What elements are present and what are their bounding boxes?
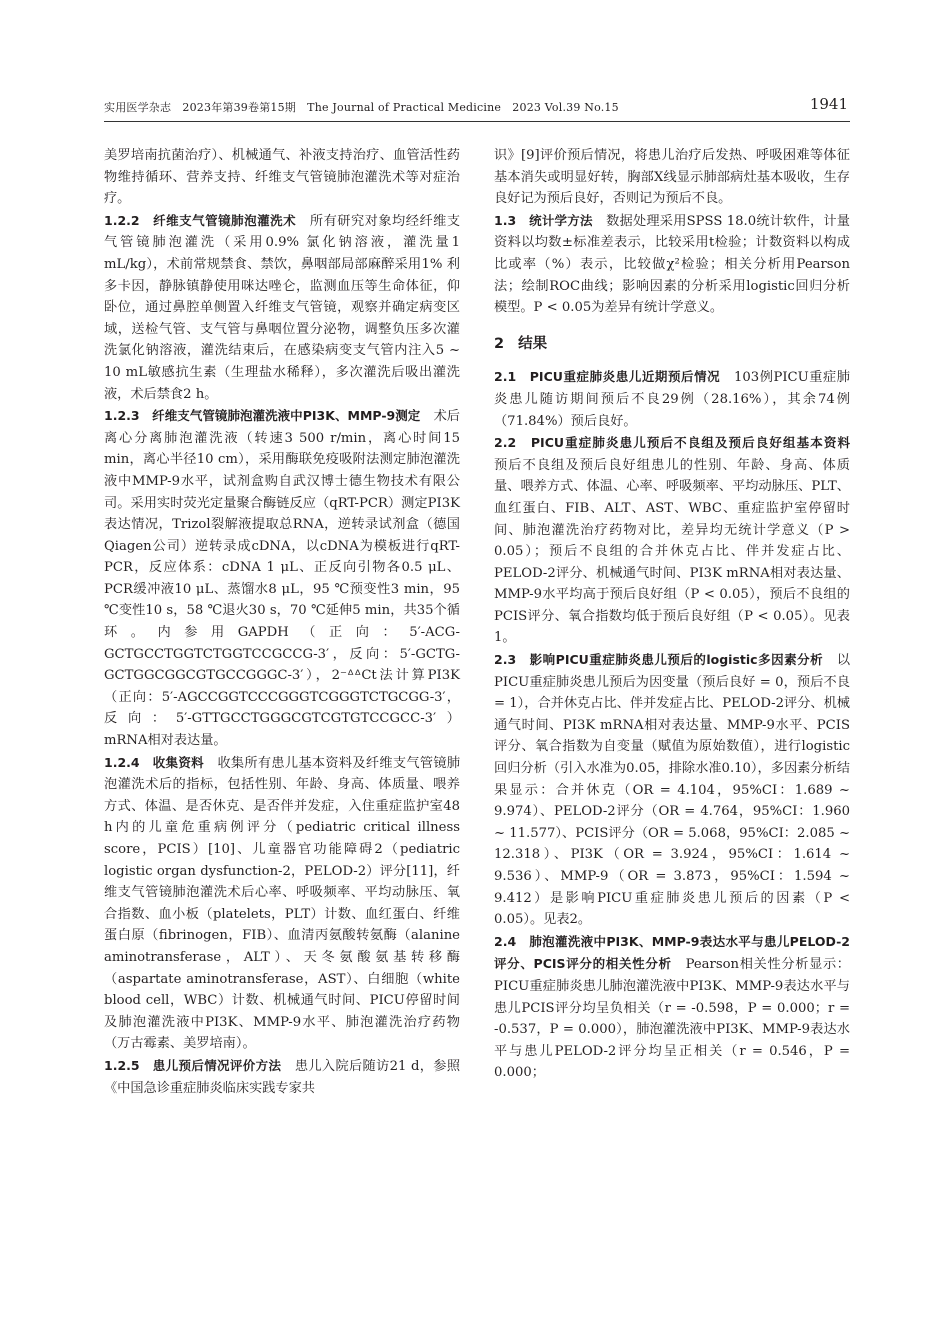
paragraph-text: 数据处理采用SPSS 18.0统计软件，计量资料以均数±标准差表示，比较采用t检验；计数资料以构成比或率（%）表示，比较做χ²检验；相关分析用Pearson法；绘制ROC曲线；影响因素的分析采用logistic回归分析模型。P < 0.05为差异有统计学意义。 (494, 213, 850, 316)
subsection-heading: 1.2.4 收集资料 (104, 754, 204, 770)
section-title: 结果 (518, 335, 548, 352)
section-1-2-3 (104, 405, 460, 752)
section-1-3 (494, 210, 850, 319)
paragraph-text: 以PICU重症肺炎患儿预后为因变量（预后良好 = 0，预后不良 = 1），合并休克占比、伴并发症占比、PELOD-2评分、机械通气时间、PI3K mRNA相对表达量、MMP-9水平、PCIS评分、氧合指数为自变量（赋值为原始数值），进行logistic回归分析（引入水准为0.05，排除水准0.10），多因素分析结果显示：合并休克（OR = 4.104，95%CI：1.689 ~ 9.974）、PELOD-2评分（OR = 4.764，95%CI：1.960 ~ 11.577）、PCIS评分（OR = 5.068，95%CI：2.085 ~ 12.318）、PI3K（OR = 3.924，95%CI：1.614 ~ 9.536）、MMP-9（OR = 3.873，95%CI：1.594 ~ 9.412）是影响PICU重症肺炎患儿预后的因素（P < 0.05）。见表2。 (494, 653, 851, 928)
section-1-2-4 (104, 752, 460, 1055)
subsection-heading: 2.4 肺泡灌洗液中PI3K、MMP-9表达水平与患儿PELOD-2评分、PCIS评分的相关性分析 (494, 933, 850, 972)
paragraph-text: Pearson相关性分析显示：PICU重症肺炎患儿肺泡灌洗液中PI3K、MMP-9表达水平与患儿PCIS评分均呈负相关（r = -0.598，P = 0.000；r = -0.537，P = 0.000），肺泡灌洗液中PI3K、MMP-9表达水平与患儿PELOD-2评分均呈正相关（r = 0.546，P = 0.000； (494, 957, 850, 1081)
subsection-heading: 1.2.2 纤维支气管镜肺泡灌洗术 (104, 212, 297, 228)
subsection-heading: 2.3 影响PICU重症肺炎患儿预后的logistic多因素分析 (494, 652, 824, 668)
paragraph: 美罗培南抗菌治疗）、机械通气、补液支持治疗、血管活性药物维持循环、营养支持、纤维支气管镜肺泡灌洗术等对症治疗。 (104, 148, 460, 207)
subsection-heading: 2.2 PICU重症肺炎患儿预后不良组及预后良好组基本资料 (494, 435, 850, 451)
section-2-1 (494, 366, 850, 432)
journal-info: 实用医学杂志 2023年第39卷第15期 The Journal of Practical Medicine 2023 Vol.39 No.15 (104, 101, 619, 114)
subsection-heading: 1.2.5 患儿预后情况评价方法 (104, 1057, 282, 1073)
section-1-2-5 (104, 1055, 460, 1099)
running-header (104, 95, 850, 122)
paragraph-text: 患儿入院后随访21 d，参照《中国急诊重症肺炎临床实践专家共 (104, 1058, 461, 1096)
right-column (494, 145, 850, 1084)
paragraph-text: 预后不良组及预后良好组患儿的性别、年龄、身高、体质量、喂养方式、体温、心率、呼吸频率、平均动脉压、PLT、血红蛋白、FIB、ALT、AST、WBC、重症监护室停留时间、肺泡灌洗治疗药物对比，差异均无统计学意义（P > 0.05）；预后不良组的合并休克占比、伴并发症占比、PELOD-2评分、机械通气时间、PI3K mRNA相对表达量、MMP-9水平均高于预后良好组（P < 0.05），预后不良组的PCIS评分、氧合指数均低于预后良好组（P < 0.05）。见表1。 (494, 457, 850, 646)
paragraph: 识》[9]评价预后情况，将患儿治疗后发热、呼吸困难等体征基本消失或明显好转，胸部X线显示肺部病灶基本吸收，生存良好记为预后良好，否则记为预后不良。 (494, 148, 850, 207)
paragraph-text: 所有研究对象均经纤维支气管镜肺泡灌洗（采用0.9% 氯化钠溶液，灌洗量1 mL/kg），术前常规禁食、禁饮，鼻咽部局部麻醉采用1% 利多卡因，静脉镇静使用咪达唑仑，监测血压等生命体征，仰卧位，通过鼻腔单侧置入纤维支气管镜，观察并确定病变区域，送检气管、支气管与鼻咽位置分泌物，调整负压多次灌洗氯化钠溶液，灌洗结束后，在感染病变支气管内注入5 ~ 10 mL敏感抗生素（生理盐水稀释），多次灌洗后吸出灌洗液，术后禁食2 h。 (104, 213, 461, 402)
section-2-3 (494, 649, 850, 931)
paragraph-text: 术后离心分离肺泡灌洗液（转速3 500 r/min，离心时间15 min，离心半径10 cm），采用酶联免疫吸附法测定肺泡灌洗液中MMP-9水平，试剂盒购自武汉博士德生物技术有限公司。采用实时荧光定量聚合酶链反应（qRT-PCR）测定PI3K表达情况，Trizol裂解液提取总RNA，逆转录试剂盒（德国Qiagen公司）逆转录成cDNA，以cDNA为模板进行qRT-PCR，反应体系：cDNA 1 μL、正反向引物各0.5 μL、PCR缓冲液10 μL、蒸馏水8 μL，95 ℃预变性3 min，95 ℃变性10 s，58 ℃退火30 s，70 ℃延伸5 min，共35个循环。内参用GAPDH（正向：5′-ACG-GCTGCCTGGTCTGGTCCGCCG-3′，反向：5′-GCTG-GCTGGCGGCGTGCCGGGC-3′），2⁻ᐞᐞCt法计算PI3K（正向：5′-AGCCGGTCCCGGGTCGGGTCTGCGG-3′，反向：5′-GTTGCCTGGGCGTCGTGTCCGCC-3′）mRNA相对表达量。 (104, 409, 460, 749)
section-number: 2 (494, 335, 505, 352)
paragraph-text: 103例PICU重症肺炎患儿随访期间预后不良29例（28.16%），其余74例（71.84%）预后良好。 (494, 370, 850, 429)
subsection-heading: 1.3 统计学方法 (494, 212, 593, 228)
page-number: 1941 (809, 95, 848, 113)
subsection-heading: 1.2.3 纤维支气管镜肺泡灌洗液中PI3K、MMP-9测定 (104, 408, 421, 424)
section-2-2 (494, 432, 850, 649)
section-2-heading (494, 334, 850, 356)
subsection-heading: 2.1 PICU重症肺炎患儿近期预后情况 (494, 369, 721, 385)
left-column (104, 145, 460, 1099)
section-2-4 (494, 931, 850, 1084)
paragraph-text: 收集所有患儿基本资料及纤维支气管镜肺泡灌洗术后的指标，包括性别、年龄、身高、体质量、喂养方式、体温、是否休克、是否伴并发症，入住重症监护室48 h内的儿童危重病例评分（pediatric critical illness score，PCIS）[10]、儿童器官功能障碍2（pediatric logistic organ dysfunction-2，PELOD-2）评分[11]，纤维支气管镜肺泡灌洗术后心率、呼吸频率、平均动脉压、氧合指数、血小板（platelets，PLT）计数、血红蛋白、纤维蛋白原（fibrinogen，FIB）、血清丙氨酸转氨酶（alanine aminotransferase，ALT）、天冬氨酸氨基转移酶（aspartate aminotransferase，AST）、白细胞（white blood cell，WBC）计数、机械通气时间、PICU停留时间及肺泡灌洗液中PI3K、MMP-9水平、肺泡灌洗治疗药物（万古霉素、美罗培南）。 (104, 755, 461, 1052)
section-1-2-2 (104, 210, 460, 405)
